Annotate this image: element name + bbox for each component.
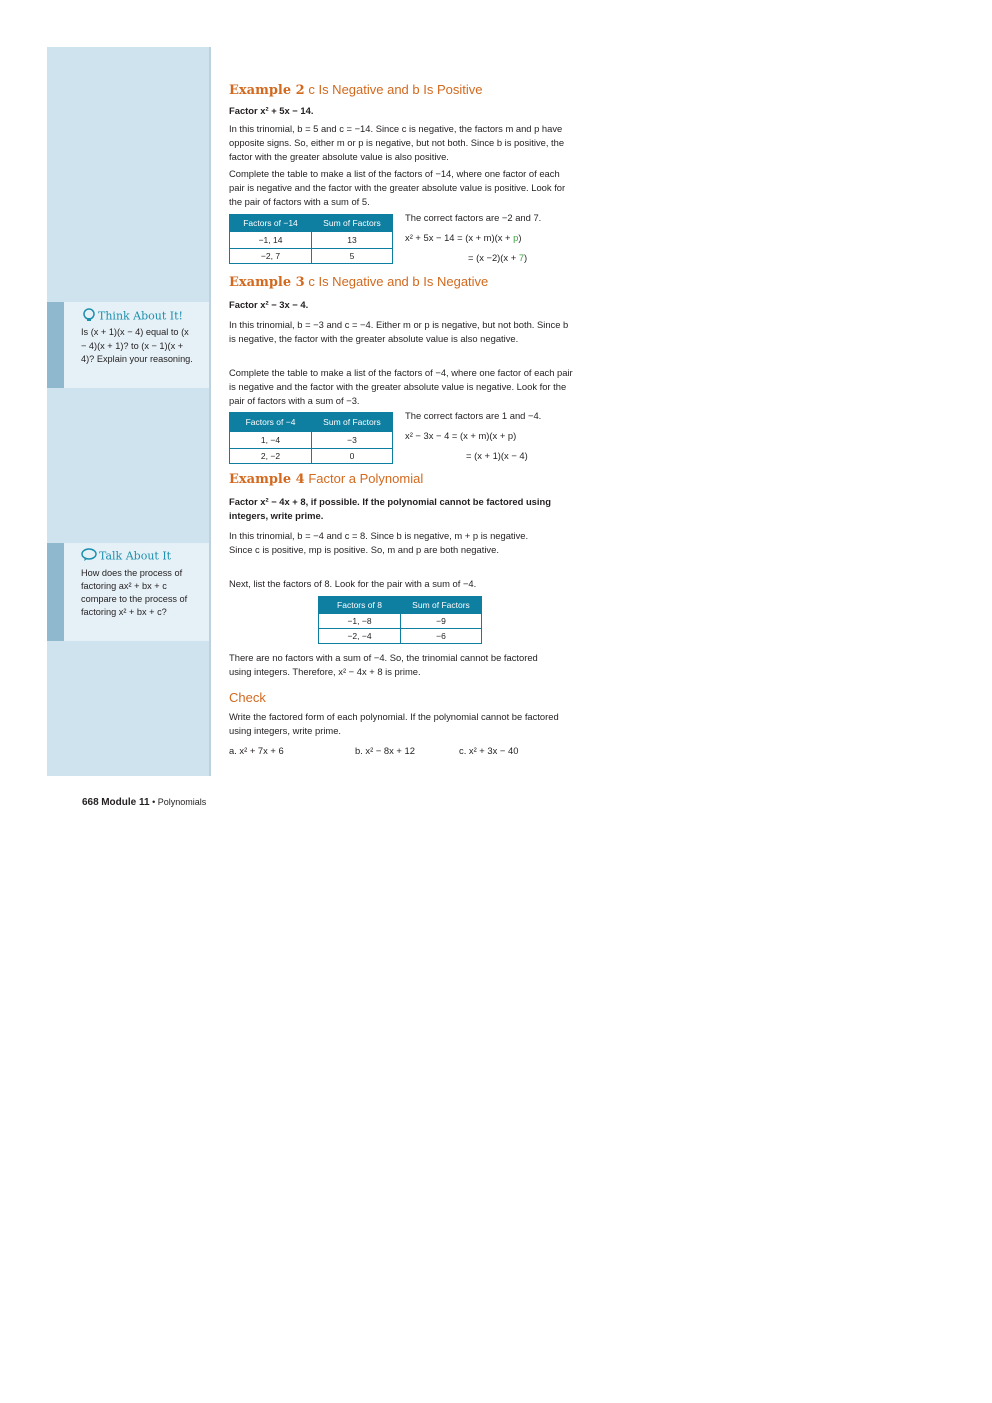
table-row [230, 448, 392, 463]
table-cell: −2, −4 [347, 631, 372, 641]
page-number: 668 [82, 797, 99, 808]
table-cell: 5 [311, 249, 392, 263]
equation-text: ) [518, 232, 522, 243]
table-cell: −1, −8 [347, 616, 372, 626]
table-header-row [230, 413, 392, 431]
table-header: Factors of −4 [245, 417, 296, 427]
footer-separator: • [152, 797, 156, 807]
example-2-equation-1 [405, 231, 521, 245]
example-3-title: c Is Negative and b Is Negative [308, 274, 489, 289]
talk-about-it-heading [81, 548, 171, 565]
check-item-c: c. x² + 3x − 40 [459, 745, 519, 756]
table-header: Factors of −14 [243, 218, 298, 228]
module-label: Module 11 [101, 797, 150, 808]
example-2-result: The correct factors are −2 and 7. [405, 212, 542, 223]
table-row [230, 431, 392, 448]
equation-text: x² + 5x − 14 = (x + m)(x + [405, 232, 514, 243]
example-3-label: Example 3 [229, 275, 305, 290]
example-2-equation-2 [468, 251, 527, 265]
table-header-row [230, 215, 392, 231]
speech-bubble-icon [81, 548, 97, 565]
table-cell: −1, 14 [258, 235, 283, 245]
example-4-heading [229, 471, 423, 487]
table-header: Sum of Factors [311, 413, 392, 431]
example-3-equation-2: = (x + 1)(x − 4) [466, 450, 528, 461]
think-about-it-title: Think About It! [98, 309, 183, 323]
page-footer [82, 797, 206, 808]
table-cell: 0 [311, 449, 392, 463]
sidebar-panel [47, 47, 211, 776]
talk-about-it-callout [47, 543, 209, 641]
check-instructions: Write the factored form of each polynomial. If the polynomial cannot be factored using integers, write prime. [229, 711, 559, 736]
think-about-it-callout [47, 302, 209, 388]
table-row [230, 248, 392, 263]
table-cell: 1, −4 [260, 435, 281, 445]
equation-value: 7 [518, 252, 525, 263]
table-header: Factors of 8 [337, 600, 382, 610]
table-header-row [319, 597, 481, 613]
example-4-paragraph-1: In this trinomial, b = −4 and c = 8. Since b is negative, m + p is negative. Since c is positive, mp is positive. So, m and p are both negative. [229, 530, 529, 555]
example-2-paragraph-2: Complete the table to make a list of the factors of −14, where one factor of each pair is negative and the factor with the greater absolute value is positive. Look for the pair of factors with a sum of 5. [229, 168, 566, 207]
think-about-it-body: Is (x + 1)(x − 4) equal to (x − 4)(x + 1)? to (x − 1)(x + 4)? Explain your reasoning. [81, 327, 193, 364]
example-2-heading [229, 82, 483, 98]
table-cell: −3 [311, 432, 392, 448]
example-3-paragraph-2: Complete the table to make a list of the factors of −4, where one factor of each pair is negative and the factor with the greater absolute value is negative. Look for the pair of factors with a sum of −3. [229, 367, 573, 406]
example-4-task: Factor x² − 4x + 8, if possible. If the polynomial cannot be factored using integers, write prime. [229, 496, 551, 521]
example-3-heading [229, 274, 488, 290]
example-4-conclusion: There are no factors with a sum of −4. So, the trinomial cannot be factored using integers. Therefore, x² − 4x + 8 is prime. [229, 652, 538, 677]
example-4-title: Factor a Polynomial [308, 471, 424, 486]
example-2-factor-table [229, 214, 393, 264]
example-2-paragraph-1: In this trinomial, b = 5 and c = −14. Since c is negative, the factors m and p have opposite signs. So, either m or p is negative, but not both. Since b is positive, the factor with the greater absolute value is also positive. [229, 123, 565, 162]
example-3-factor-table [229, 412, 393, 464]
talk-about-it-title: Talk About It [99, 549, 172, 563]
talk-about-it-body: How does the process of factoring ax² + bx + c compare to the process of factoring x² + bx + c? [81, 568, 188, 617]
table-cell: −2, 7 [260, 251, 281, 261]
example-3-task: Factor x² − 3x − 4. [229, 299, 309, 310]
table-cell: −9 [400, 614, 481, 628]
example-2-task: Factor x² + 5x − 14. [229, 105, 314, 116]
callout-bar [47, 543, 64, 641]
example-4-factor-table [318, 596, 482, 644]
table-row [230, 231, 392, 248]
equation-text: = (x −2)(x + [468, 252, 519, 263]
table-row [319, 628, 481, 643]
equation-variable: p [513, 232, 519, 243]
equation-text: ) [524, 252, 528, 263]
example-3-paragraph-1: In this trinomial, b = −3 and c = −4. Either m or p is negative, but not both. Since b is negative, the factor with the greater absolute value is also negative. [229, 319, 569, 344]
table-cell: 13 [311, 232, 392, 248]
lightbulb-icon [82, 308, 96, 325]
table-cell: −6 [400, 629, 481, 643]
table-header: Sum of Factors [311, 215, 392, 231]
example-2-label: Example 2 [229, 83, 305, 98]
footer-topic: Polynomials [157, 797, 207, 807]
check-item-b: b. x² − 8x + 12 [355, 745, 415, 756]
example-3-equation-1: x² − 3x − 4 = (x + m)(x + p) [405, 430, 517, 441]
table-header: Sum of Factors [400, 597, 481, 613]
example-3-result: The correct factors are 1 and −4. [405, 410, 542, 421]
example-2-title: c Is Negative and b Is Positive [308, 82, 483, 97]
callout-bar [47, 302, 64, 388]
think-about-it-heading [82, 308, 183, 325]
check-heading: Check [229, 690, 266, 705]
check-item-a: a. x² + 7x + 6 [229, 745, 284, 756]
table-cell: 2, −2 [260, 451, 281, 461]
example-4-paragraph-2: Next, list the factors of 8. Look for the pair with a sum of −4. [229, 578, 477, 589]
example-4-label: Example 4 [229, 472, 305, 487]
table-row [319, 613, 481, 628]
